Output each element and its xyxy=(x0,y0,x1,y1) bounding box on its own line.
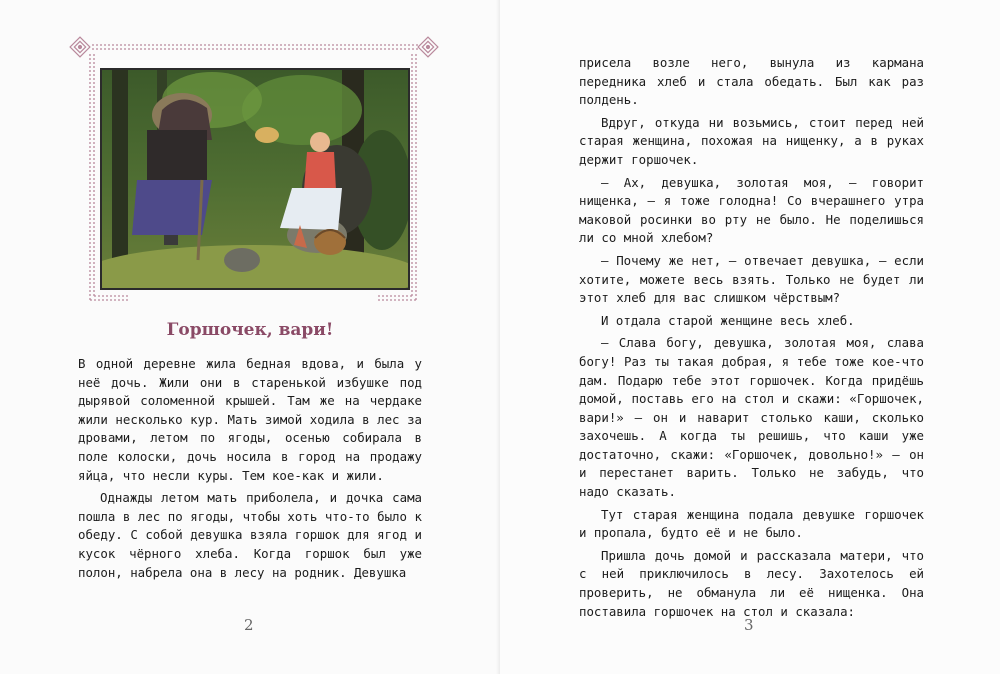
paragraph: Пришла дочь домой и рассказала матери, что с ней приключилось в лесу. Захотелось ей проверить, не обманула ли её нищенка. Она поставила горшочек на стол и сказала: xyxy=(579,547,924,619)
story-illustration xyxy=(100,68,410,290)
paragraph: Однажды летом мать приболела, и дочка сама пошла в лес по ягоды, чтобы хоть что-то было к обеду. С собой девушка взяла горшок для ягод и кусок чёрного хлеба. Когда горшок был уже полон, набрела она в лесу на родник. Девушка xyxy=(78,490,422,580)
paragraph: Тут старая женщина подала девушке горшочек и пропала, будто её и не было. xyxy=(579,506,924,541)
page-number: 3 xyxy=(744,616,754,634)
right-page-text xyxy=(579,54,924,621)
right-page xyxy=(500,0,1000,674)
paragraph: И отдала старой женщине весь хлеб. xyxy=(601,312,855,328)
illustration-image xyxy=(102,70,408,288)
paragraph: Вдруг, откуда ни возьмись, стоит перед ней старая женщина, похожая на нищенку, а в руках держит горшочек. xyxy=(579,114,924,167)
paragraph: присела возле него, вынула из кармана передника хлеб и стала обедать. Был как раз полдень. xyxy=(579,55,924,108)
corner-ornament-icon xyxy=(70,37,438,57)
paragraph: — Ах, девушка, золотая моя, — говорит нищенка, — я тоже голодна! Со вчерашнего утра маковой росинки во рту не было. Не поделишься ли со мной хлебом? xyxy=(579,174,924,246)
page-number: 2 xyxy=(244,616,254,634)
paragraph: В одной деревне жила бедная вдова, и была у неё дочь. Жили они в старенькой избушке под дырявой соломенной крышей. Там же на чердаке жили несколько кур. Мать зимой ходила в лес за дровами, летом по ягоды, осенью собирала в поле колоски, дочь носила в город на продажу яйца, что несли куры. Тем кое-как и жили. xyxy=(78,356,422,483)
left-page-text xyxy=(78,355,422,582)
story-title: Горшочек, вари! xyxy=(166,320,334,340)
paragraph: — Почему же нет, — отвечает девушка, — если хотите, можете весь взять. Только не будет ли этот хлеб для вас слишком чёрствым? xyxy=(579,252,924,306)
paragraph: — Слава богу, девушка, золотая моя, слава богу! Раз ты такая добрая, я тебе тоже кое-что дам. Подарю тебе этот горшочек. Когда придёшь домой, поставь его на стол и скажи: «Горшочек, вари!» — он и наварит столько каши, сколько захочешь. А когда ты решишь, что каши уже достаточно, скажи: «Горшочек, довольно!» — он и перестанет варить. Только не забудь, что надо сказать. xyxy=(579,335,924,500)
